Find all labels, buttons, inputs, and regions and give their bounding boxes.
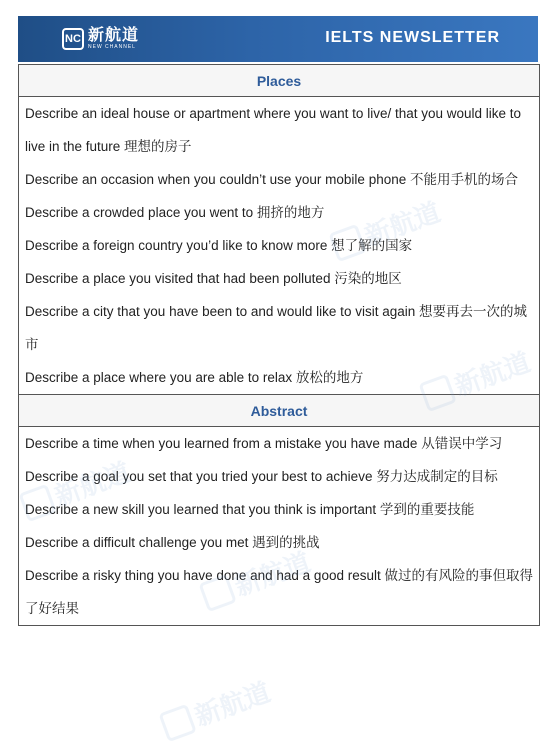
topic-row: Describe an ideal house or apartment where you want to live/ that you would like to live in the future 理想的房子 <box>25 106 522 154</box>
watermark-logo: 新航道 <box>197 542 315 615</box>
newsletter-title: IELTS NEWSLETTER <box>325 29 500 46</box>
topic-row: Describe a place you visited that had been polluted 污染的地区 <box>25 271 402 286</box>
topic-row: Describe a foreign country you’d like to know more 想了解的国家 <box>25 238 413 253</box>
topic-row: Describe a place where you are able to relax 放松的地方 <box>25 370 364 385</box>
watermark-logo: 新航道 <box>17 452 135 525</box>
section-heading-places: Places <box>19 64 539 97</box>
topic-row: Describe a difficult challenge you met 遇到的挑战 <box>25 535 320 550</box>
topic-row: Describe a new skill you learned that you think is important 学到的重要技能 <box>25 502 475 517</box>
logo-mark-icon: NC <box>62 28 84 50</box>
topic-row: Describe an occasion when you couldn’t use your mobile phone 不能用手机的场合 <box>25 172 518 187</box>
newsletter-header <box>18 16 538 62</box>
topic-row: Describe a risky thing you have done and had a good result 做过的有风险的事但取得了好结果 <box>25 568 533 616</box>
logo-chinese-name: 新航道 <box>88 27 140 44</box>
topic-row: Describe a time when you learned from a mistake you have made 从错误中学习 <box>25 436 503 451</box>
topics-table <box>18 64 540 626</box>
watermark-logo: 新航道 <box>417 342 535 415</box>
logo-english-name: NEW CHANNEL <box>88 44 136 50</box>
places-list <box>19 97 539 394</box>
watermark-logo: 新航道 <box>157 672 275 745</box>
topic-row: Describe a crowded place you went to 拥挤的地方 <box>25 205 325 220</box>
new-channel-logo <box>62 24 139 54</box>
topic-row: Describe a city that you have been to and would like to visit again 想要再去一次的城市 <box>25 304 527 352</box>
abstract-list <box>19 427 539 626</box>
watermark-logo: 新航道 <box>327 192 445 265</box>
section-heading-abstract: Abstract <box>19 394 539 427</box>
topic-row: Describe a goal you set that you tried your best to achieve 努力达成制定的目标 <box>25 469 498 484</box>
